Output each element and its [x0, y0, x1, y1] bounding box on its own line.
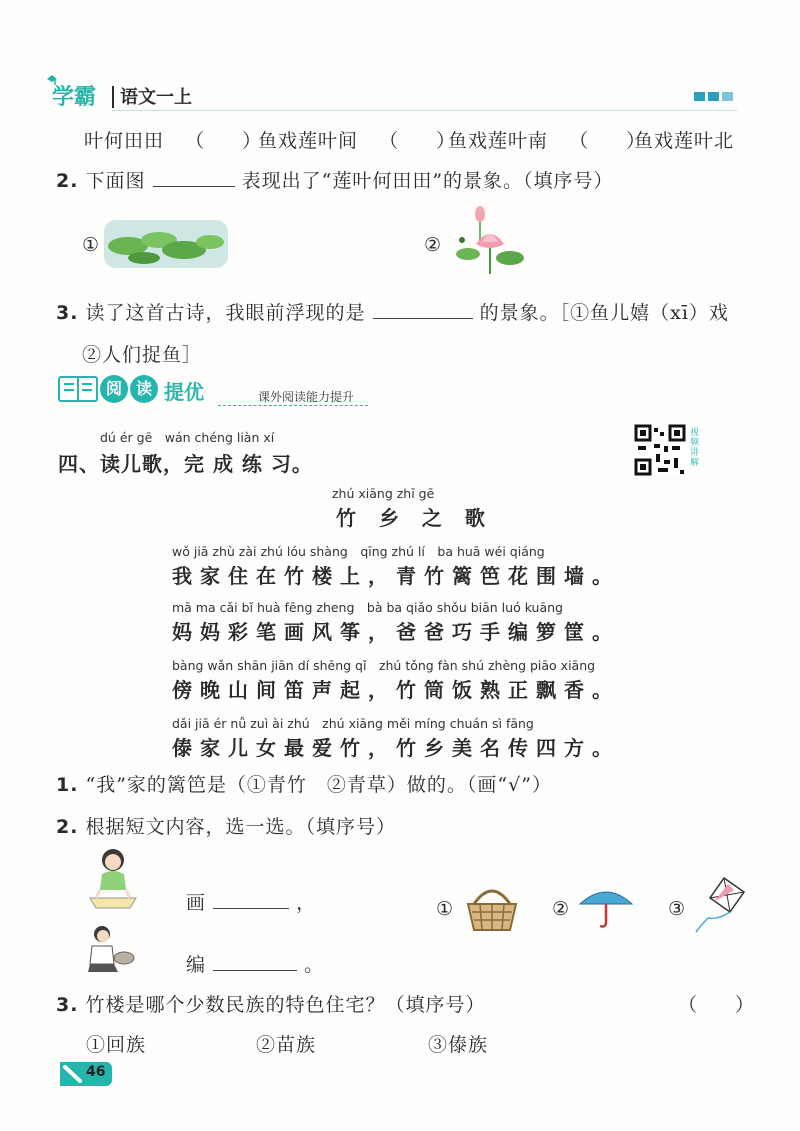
question-3: 3. 读了这首古诗，我眼前浮现的是 的景象。［①鱼儿嬉（xī）戏: [56, 302, 729, 324]
section-subtitle: 课外阅读能力提升: [258, 390, 355, 404]
weave-answer-blank[interactable]: [213, 952, 297, 971]
umbrella-image: [578, 886, 634, 930]
question-2: 2. 下面图 表现出了“莲叶何田田”的景象。（填序号）: [56, 170, 614, 192]
section-char-1: 阅: [100, 375, 128, 403]
header-brand: 学霸: [52, 85, 97, 110]
part4-pinyin: dú ér gē wán chéng liàn xí: [100, 430, 275, 445]
header-square: [722, 92, 733, 101]
q2-option-1-label: ①: [82, 234, 101, 256]
question-3-line-2: ②人们捉鱼］: [82, 344, 203, 366]
q3-answer-blank[interactable]: [373, 300, 473, 319]
q1-item: 鱼戏莲叶南 （ ）: [448, 130, 646, 152]
q1-item: 叶何田田 （ ）: [84, 130, 262, 152]
header-divider: [112, 86, 114, 108]
draw-answer-blank[interactable]: [213, 890, 289, 909]
option-1-label: ①: [436, 898, 455, 920]
header-rule: [112, 110, 737, 111]
pencil-icon: [62, 1064, 84, 1084]
r3-option: ①回族: [86, 1034, 147, 1056]
man-weaving-image: [84, 924, 136, 974]
reading-question-1: 1. “我”家的篱笆是（①青竹 ②青草）做的。（画“√”）: [56, 774, 552, 796]
q2-option-2-label: ②: [424, 234, 443, 256]
lotus-flower-image: [454, 204, 528, 276]
r3-option: ②苗族: [256, 1034, 317, 1056]
reading-question-2: 2. 根据短文内容，选一选。（填序号）: [56, 816, 397, 838]
header-square: [694, 92, 705, 101]
r3-option: ③傣族: [428, 1034, 489, 1056]
poem-line: 妈妈彩笔画风筝，爸爸巧手编箩筐。: [172, 620, 620, 644]
reading-question-3: 3. 竹楼是哪个少数民族的特色住宅？（填序号）: [56, 994, 486, 1016]
weave-prompt: 编 。: [186, 954, 325, 976]
poem-line-pinyin: mā ma cǎi bǐ huà fēng zheng bà ba qiǎo shǒu biān luó kuāng: [172, 600, 563, 615]
poem-line-pinyin: wǒ jiā zhù zài zhú lóu shàng qīng zhú lí ba huā wéi qiáng: [172, 544, 545, 559]
section-dash: [218, 405, 368, 406]
section-title: 提优: [164, 380, 204, 404]
section-char-2: 读: [130, 375, 158, 403]
poem-title-pinyin: zhú xiāng zhī gē: [332, 486, 435, 501]
option-3-label: ③: [668, 898, 687, 920]
poem-line-pinyin: dǎi jiā ér nǚ zuì ài zhú zhú xiāng měi míng chuán sì fāng: [172, 716, 534, 731]
kite-image: [694, 876, 746, 936]
lotus-leaves-image: [104, 220, 228, 268]
poem-title: 竹 乡 之 歌: [336, 506, 493, 530]
girl-drawing-image: [86, 846, 140, 910]
q3-answer-paren[interactable]: （ ）: [678, 994, 755, 1016]
part4-title: 四、读儿歌，完 成 练 习。: [58, 452, 313, 476]
qr-side-label: 视频讲解: [690, 428, 700, 468]
poem-line: 傍晚山间笛声起，竹筒饭熟正飘香。: [172, 678, 620, 702]
header-subject: 语文一上: [120, 87, 192, 108]
q1-item: 鱼戏莲叶间 （ ）: [258, 130, 456, 152]
header-square: [708, 92, 719, 101]
draw-prompt: 画 ，: [186, 892, 317, 914]
poem-line-pinyin: bàng wǎn shān jiān dí shēng qǐ zhú tǒng fàn shú zhèng piāo xiāng: [172, 658, 596, 673]
page-number: 46: [86, 1064, 106, 1080]
book-icon: [58, 375, 98, 403]
poem-line: 傣家儿女最爱竹，竹乡美名传四方。: [172, 736, 620, 760]
poem-line: 我家住在竹楼上，青竹篱笆花围墙。: [172, 564, 620, 588]
qr-code-icon[interactable]: [634, 424, 686, 476]
basket-image: [464, 884, 520, 932]
q2-answer-blank[interactable]: [153, 168, 235, 187]
q1-item: 鱼戏莲叶北: [634, 130, 735, 152]
option-2-label: ②: [552, 898, 571, 920]
